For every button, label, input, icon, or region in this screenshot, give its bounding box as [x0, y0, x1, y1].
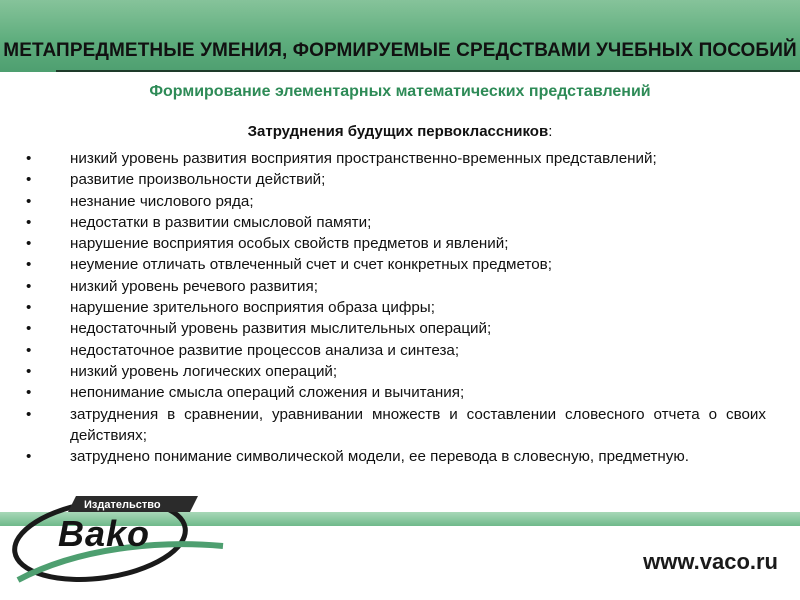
list-item-text: нарушение восприятия особых свойств предметов и явлений; — [70, 235, 509, 253]
section-heading — [0, 122, 800, 142]
list-item — [26, 404, 766, 447]
list-item-text: недостаточное развитие процессов анализа и синтеза; — [70, 341, 460, 359]
list-item — [26, 318, 766, 339]
publisher-label: Издательство — [84, 499, 161, 511]
section-heading-colon: : — [548, 123, 553, 140]
list-item-text: неумение отличать отвлеченный счет и счет конкретных предметов; — [70, 256, 552, 274]
bullet-icon: • — [26, 362, 32, 380]
list-item-text: низкий уровень речевого развития; — [70, 277, 318, 295]
list-item-text: недостатки в развитии смысловой памяти; — [70, 213, 372, 231]
bullet-icon: • — [26, 235, 32, 253]
bullet-icon: • — [26, 384, 32, 402]
list-item-text: незнание числового ряда; — [70, 192, 254, 210]
bullet-icon: • — [26, 405, 32, 423]
slide-title: МЕТАПРЕДМЕТНЫЕ УМЕНИЯ, ФОРМИРУЕМЫЕ СРЕДСТВАМИ УЧЕБНЫХ ПОСОБИЙ — [3, 40, 797, 61]
list-item-text: недостаточный уровень развития мыслительных операций; — [70, 320, 492, 338]
list-item-text: затруднения в сравнении, уравнивании множеств и составлении словесного отчета о своих действиях; — [70, 405, 766, 444]
bullet-icon: • — [26, 341, 32, 359]
bullet-icon: • — [26, 171, 32, 189]
bullet-icon: • — [26, 277, 32, 295]
bullet-icon: • — [26, 320, 32, 338]
list-item-text: низкий уровень логических операций; — [70, 362, 338, 380]
list-item-text: низкий уровень развития восприятия пространственно-временных представлений; — [70, 150, 657, 167]
list-item — [26, 361, 766, 382]
bullet-icon: • — [26, 150, 32, 167]
slide-subtitle: Формирование элементарных математических представлений — [149, 83, 651, 100]
list-item — [26, 276, 766, 297]
bullet-icon: • — [26, 448, 32, 466]
list-item — [26, 169, 766, 190]
list-item — [26, 446, 766, 467]
list-item — [26, 340, 766, 361]
list-item — [26, 233, 766, 254]
list-item — [26, 191, 766, 212]
bullet-icon: • — [26, 256, 32, 274]
header-rule — [56, 70, 800, 72]
list-item — [26, 297, 766, 318]
list-item-text: затруднено понимание символической модели, ее перевода в словесную, предметную. — [70, 448, 689, 466]
difficulties-list — [26, 148, 766, 467]
website-link[interactable]: www.vaco.ru — [643, 549, 778, 574]
list-item — [26, 212, 766, 233]
bullet-icon: • — [26, 213, 32, 231]
bullet-icon: • — [26, 192, 32, 210]
list-item — [26, 254, 766, 275]
list-item — [26, 148, 766, 169]
list-item — [26, 382, 766, 403]
section-heading-text: Затруднения будущих первоклассников — [247, 123, 549, 140]
publisher-name: Bako — [58, 513, 151, 554]
list-item-text: непонимание смысла операций сложения и вычитания; — [70, 384, 465, 402]
list-item-text: нарушение зрительного восприятия образа цифры; — [70, 299, 435, 317]
list-item-text: развитие произвольности действий; — [70, 171, 326, 189]
bullet-icon: • — [26, 299, 32, 317]
